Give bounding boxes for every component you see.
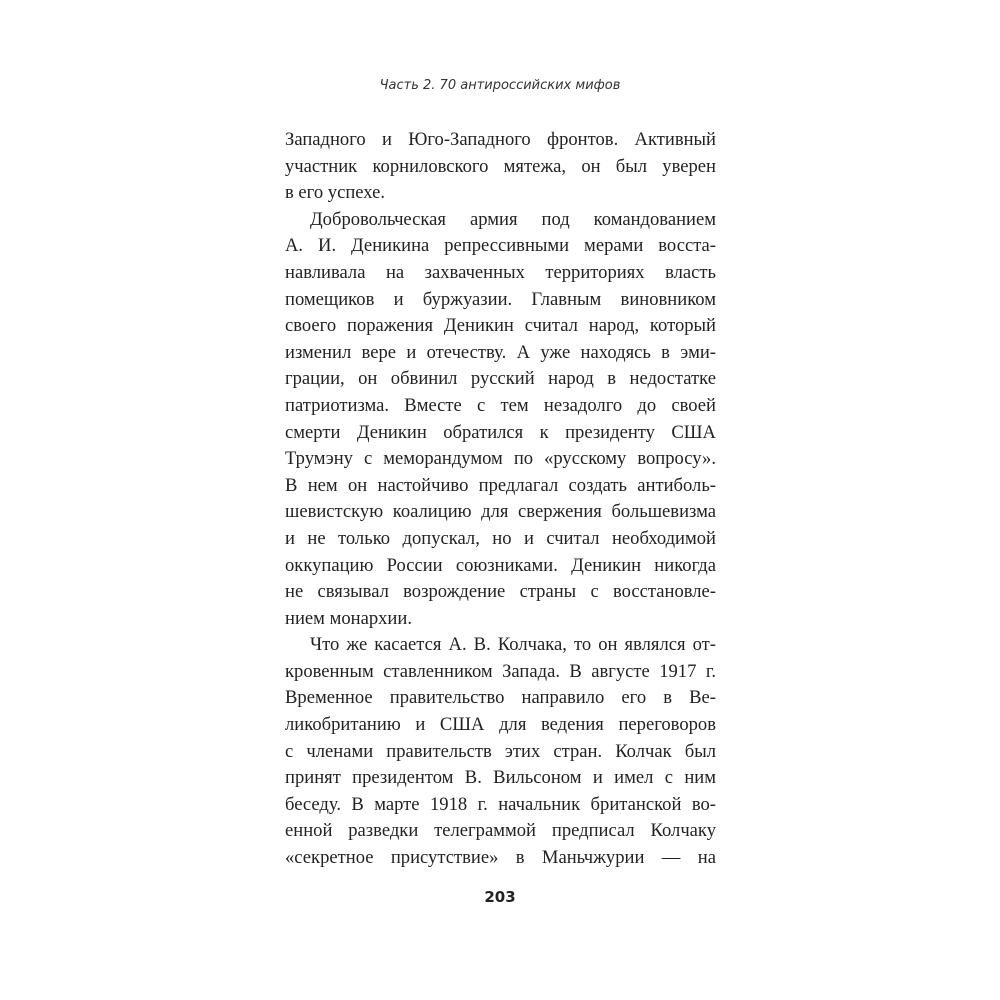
text-line: патриотизма. Вместе с тем незадолго до своей (285, 394, 716, 416)
text-line: Временное правительство направило его в Ве- (285, 687, 716, 709)
text-line: принят президентом В. Вильсоном и имел с ним (285, 767, 716, 789)
text-line: своего поражения Деникин считал народ, который (285, 315, 716, 337)
text-line: нием монархии. (285, 607, 412, 629)
text-line: Западного и Юго-Западного фронтов. Активный (285, 129, 716, 150)
text-line: Добровольческая армия под командованием (310, 208, 716, 230)
running-header: Часть 2. 70 антироссийских мифов (379, 78, 621, 93)
text-line: беседу. В марте 1918 г. начальник британской во- (285, 793, 716, 815)
text-line: «секретное присутствие» в Маньчжурии — на (285, 847, 716, 869)
text-line: В нем он настойчиво предлагал создать антиболь- (285, 474, 716, 496)
text-line: участник корниловского мятежа, он был уверен (285, 155, 716, 177)
text-line: навливала на захваченных территориях власть (285, 261, 716, 283)
text-line: грации, он обвинил русский народ в недостатке (285, 368, 716, 390)
text-line: оккупацию России союзниками. Деникин никогда (285, 554, 716, 576)
text-line: в его успехе. (285, 182, 386, 204)
text-line: Трумэну с меморандумом по «русскому вопросу». (285, 448, 716, 470)
text-line: А. И. Деникина репрессивными мерами восста- (285, 235, 716, 257)
text-line: шевистскую коалицию для свержения большевизма (285, 501, 716, 523)
body-text (285, 127, 716, 872)
text-line: помещиков и буржуазии. Главным виновником (285, 288, 716, 310)
text-line: Что же касается А. В. Колчака, то он являлся от- (310, 634, 716, 656)
text-line: енной разведки телеграммой предписал Колчаку (285, 820, 716, 842)
text-line: изменил вере и отечеству. А уже находясь в эми- (285, 341, 716, 363)
text-line: кровенным ставленником Запада. В августе 1917 г. (285, 660, 716, 682)
text-line: с членами правительств этих стран. Колчак был (285, 740, 716, 762)
text-line: не связывал возрождение страны с восстановле- (285, 581, 716, 603)
text-line: смерти Деникин обратился к президенту США (285, 421, 716, 443)
page-number: 203 (484, 888, 516, 906)
text-line: ликобританию и США для ведения переговоров (285, 714, 716, 736)
text-line: и не только допускал, но и считал необходимой (285, 527, 716, 549)
